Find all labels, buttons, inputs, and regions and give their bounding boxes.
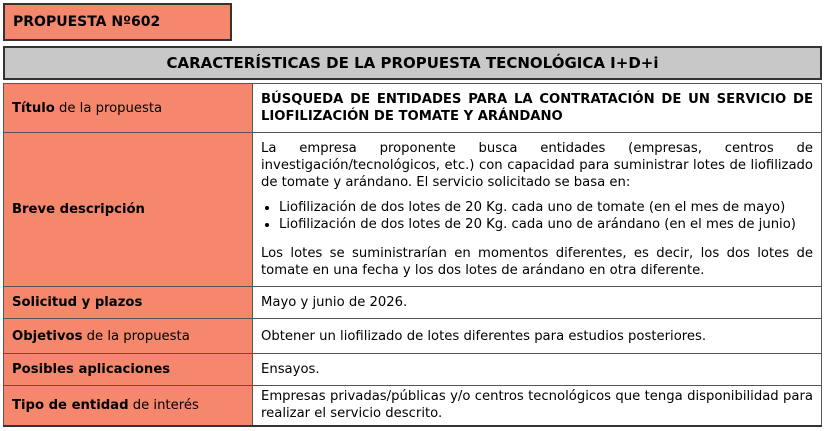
description-bullets: [261, 199, 813, 233]
proposal-details-table: [3, 83, 822, 427]
label-solicitud: [4, 287, 253, 319]
bullet-item: • Liofilización de dos lotes de 20 Kg. cada uno de arándano (en el mes de junio): [279, 216, 813, 233]
row-titulo: [4, 84, 822, 133]
value-titulo-text: BÚSQUEDA DE ENTIDADES PARA LA CONTRATACIÓN DE UN SERVICIO DE LIOFILIZACIÓN DE TOMATE Y ARÁNDANO: [261, 92, 813, 124]
value-solicitud: [253, 287, 822, 319]
row-entidad: [4, 386, 822, 426]
label-titulo: [4, 84, 253, 133]
value-titulo: [253, 84, 822, 133]
row-objetivos: [4, 319, 822, 354]
label-solicitud-bold: Solicitud y plazos: [12, 295, 143, 310]
value-descripcion: [253, 133, 822, 287]
label-objetivos: [4, 319, 253, 354]
row-descripcion: [4, 133, 822, 287]
value-aplicaciones: [253, 354, 822, 386]
label-entidad: [4, 386, 253, 426]
section-title: [3, 46, 822, 80]
label-entidad-bold: Tipo de entidad: [12, 397, 129, 413]
proposal-number-label: PROPUESTA Nº602: [13, 14, 161, 30]
description-intro: La empresa proponente busca entidades (empresas, centros de investigación/tecnológicos, etc.) con capacidad para suministrar lotes de liofilizado de tomate y arándano. El servicio solicitado se basa en:: [261, 141, 813, 190]
row-solicitud: [4, 287, 822, 319]
label-descripcion: [4, 133, 253, 287]
label-entidad-rest: de interés: [128, 397, 199, 413]
description-closing: Los lotes se suministrarían en momentos diferentes, es decir, los dos lotes de tomate en una fecha y los dos lotes de arándano en otra diferente.: [261, 246, 813, 278]
label-aplicaciones-bold: Posibles aplicaciones: [12, 362, 171, 377]
label-objetivos-rest: de la propuesta: [82, 328, 190, 344]
label-aplicaciones: [4, 354, 253, 386]
label-descripcion-bold: Breve descripción: [12, 202, 145, 217]
row-aplicaciones: [4, 354, 822, 386]
proposal-number: [3, 3, 232, 41]
bullet-item: • Liofilización de dos lotes de 20 Kg. cada uno de tomate (en el mes de mayo): [279, 199, 813, 216]
label-titulo-rest: de la propuesta: [54, 100, 163, 116]
label-objetivos-bold: Objetivos: [12, 328, 83, 344]
value-aplicaciones-text: Ensayos.: [261, 362, 320, 377]
value-entidad-text: Empresas privadas/públicas y/o centros tecnológicos que tenga disponibilidad para realizar el servicio descrito.: [261, 389, 813, 422]
value-entidad: [253, 386, 822, 426]
label-titulo-bold: Título: [12, 100, 55, 116]
value-objetivos-text: Obtener un liofilizado de lotes diferentes para estudios posteriores.: [261, 328, 707, 344]
section-title-text: CARACTERÍSTICAS DE LA PROPUESTA TECNOLÓGICA I+D+i: [166, 54, 659, 72]
value-solicitud-text: Mayo y junio de 2026.: [261, 295, 408, 310]
value-objetivos: [253, 319, 822, 354]
